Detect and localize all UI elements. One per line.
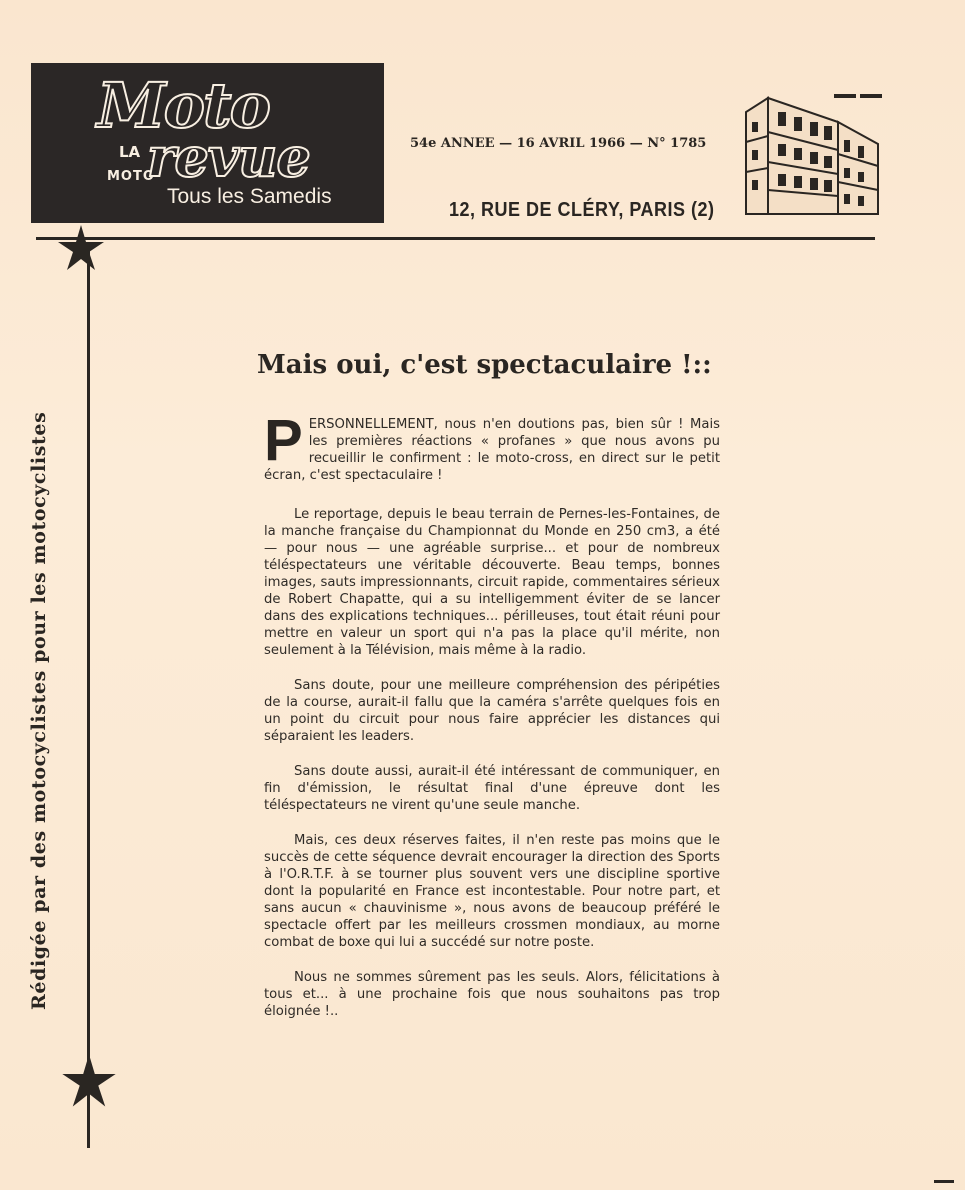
masthead-logo-block <box>31 63 384 223</box>
side-divider <box>87 248 90 1148</box>
article-paragraph: Sans doute aussi, aurait-il été intéressant de communiquer, en fin d'émission, le résultat final d'une épreuve dont les téléspectateurs ne virent qu'une seule manche. <box>264 764 720 813</box>
star-ornament-icon <box>60 1052 118 1110</box>
logo-revue-text: revue <box>147 125 310 189</box>
logo-moto-small-text: MOTO <box>107 169 155 184</box>
article-paragraph: Nous ne sommes sûrement pas les seuls. Alors, félicitations à tous et... à une prochaine fois que nous souhaitons pas trop éloignée !.. <box>264 970 720 1019</box>
article-paragraph: Sans doute, pour une meilleure compréhension des péripéties de la course, aurait-il fallu que la caméra s'arrête quelques fois en un point du circuit pour nous faire apprécier les distances qui séparaient les leaders. <box>264 678 720 744</box>
logo-la-text: LA <box>119 143 141 161</box>
star-ornament-icon <box>56 223 106 273</box>
masthead-tagline: Tous les Samedis <box>167 185 332 208</box>
article-paragraph: Mais, ces deux réserves faites, il n'en reste pas moins que le succès de cette séquence devrait encourager la direction des Sports à l'O.R.T.F. à se tourner plus souvent vers une discipline sportive dont la popularité en France est incontestable. Pour notre part, et sans aucun « chauvinisme », nous avons de beaucoup préféré le spectacle offert par les meilleurs crossmen mondiaux, au morne combat de boxe qui lui a succédé sur notre poste. <box>264 833 720 950</box>
logo-moto-text: Moto <box>97 69 269 142</box>
article-headline: Mais oui, c'est spectaculaire !:: <box>257 350 712 381</box>
publisher-address: 12, RUE DE CLÉRY, PARIS (2) <box>449 197 715 221</box>
article-paragraph: Le reportage, depuis le beau terrain de Pernes-les-Fontaines, de la manche française du Championnat du Monde en 250 cm3, a été — pour nous — une agréable surprise... et pour de nombreux téléspectateurs une véritable découverte. Beau temps, bonnes images, sauts impressionnants, circuit rapide, commentaires sérieux de Robert Chapatte, qui a su intelligemment éviter de se lancer dans des explications techniques... périlleuses, tout était réuni pour mettre en valeur un sport qui n'a pas la place qu'il mérite, non seulement à la Télévision, mais même à la radio. <box>264 507 720 658</box>
article-paragraph: PERSONNELLEMENT, nous n'en doutions pas, bien sûr ! Mais les premières réactions « profanes » que nous avons pu recueillir le confirment : le moto-cross, en direct sur le petit écran, c'est spectaculaire ! <box>264 408 720 483</box>
header-divider <box>36 237 875 240</box>
building-illustration-icon <box>738 92 884 216</box>
page-corner-mark <box>934 1180 954 1183</box>
drop-cap: P <box>264 408 303 473</box>
article-body <box>264 408 720 1038</box>
vertical-slogan: Rédigée par des motocyclistes pour les motocyclistes <box>28 411 50 1010</box>
issue-line: 54e ANNEE — 16 AVRIL 1966 — N° 1785 <box>410 136 707 151</box>
